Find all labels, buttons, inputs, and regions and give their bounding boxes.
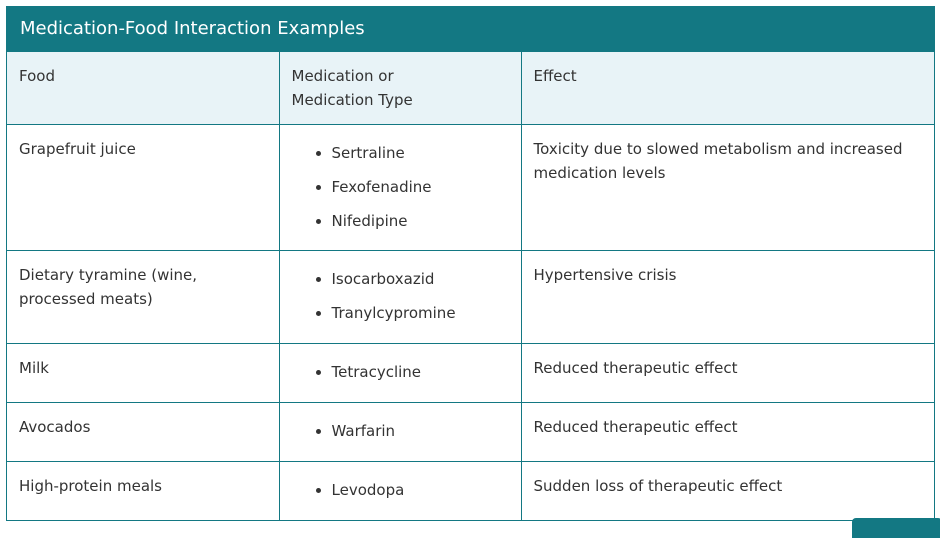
food-cell: Grapefruit juice xyxy=(7,124,279,250)
medication-item: • Isocarboxazid xyxy=(332,267,509,291)
page-corner-tab[interactable] xyxy=(852,518,940,538)
effect-cell: Reduced therapeutic effect xyxy=(521,343,934,402)
effect-cell: Sudden loss of therapeutic effect xyxy=(521,461,934,520)
medication-cell xyxy=(279,124,521,250)
medication-cell xyxy=(279,461,521,520)
medication-list xyxy=(292,478,509,502)
table-row xyxy=(7,250,934,343)
table-caption: Medication-Food Interaction Examples xyxy=(7,7,934,52)
effect-cell: Toxicity due to slowed metabolism and increased medication levels xyxy=(521,124,934,250)
table-row xyxy=(7,343,934,402)
medication-item: • Fexofenadine xyxy=(332,175,509,199)
medication-item: • Warfarin xyxy=(332,419,509,443)
medication-item: • Levodopa xyxy=(332,478,509,502)
effect-cell: Reduced therapeutic effect xyxy=(521,402,934,461)
food-cell: Milk xyxy=(7,343,279,402)
header-row xyxy=(7,52,934,124)
table-row xyxy=(7,461,934,520)
food-cell: Dietary tyramine (wine, processed meats) xyxy=(7,250,279,343)
header-medication-line1: Medication or xyxy=(291,67,394,85)
medication-cell xyxy=(279,343,521,402)
medication-item: • Sertraline xyxy=(332,141,509,165)
header-medication xyxy=(279,52,521,124)
header-medication-line2: Medication Type xyxy=(291,91,413,109)
header-effect-label: Effect xyxy=(533,67,577,85)
header-food xyxy=(7,52,279,124)
medication-item: • Nifedipine xyxy=(332,209,509,233)
table-row xyxy=(7,124,934,250)
interaction-table xyxy=(7,52,934,520)
medication-list xyxy=(292,419,509,443)
medication-item: • Tetracycline xyxy=(332,360,509,384)
medication-cell xyxy=(279,250,521,343)
table-row xyxy=(7,402,934,461)
medication-list xyxy=(292,267,509,325)
effect-cell: Hypertensive crisis xyxy=(521,250,934,343)
food-cell: Avocados xyxy=(7,402,279,461)
medication-list xyxy=(292,360,509,384)
header-food-label: Food xyxy=(19,67,55,85)
header-effect xyxy=(521,52,934,124)
food-cell: High-protein meals xyxy=(7,461,279,520)
medication-item: • Tranylcypromine xyxy=(332,301,509,325)
medication-list xyxy=(292,141,509,233)
medication-cell xyxy=(279,402,521,461)
interaction-table-container xyxy=(6,6,935,521)
